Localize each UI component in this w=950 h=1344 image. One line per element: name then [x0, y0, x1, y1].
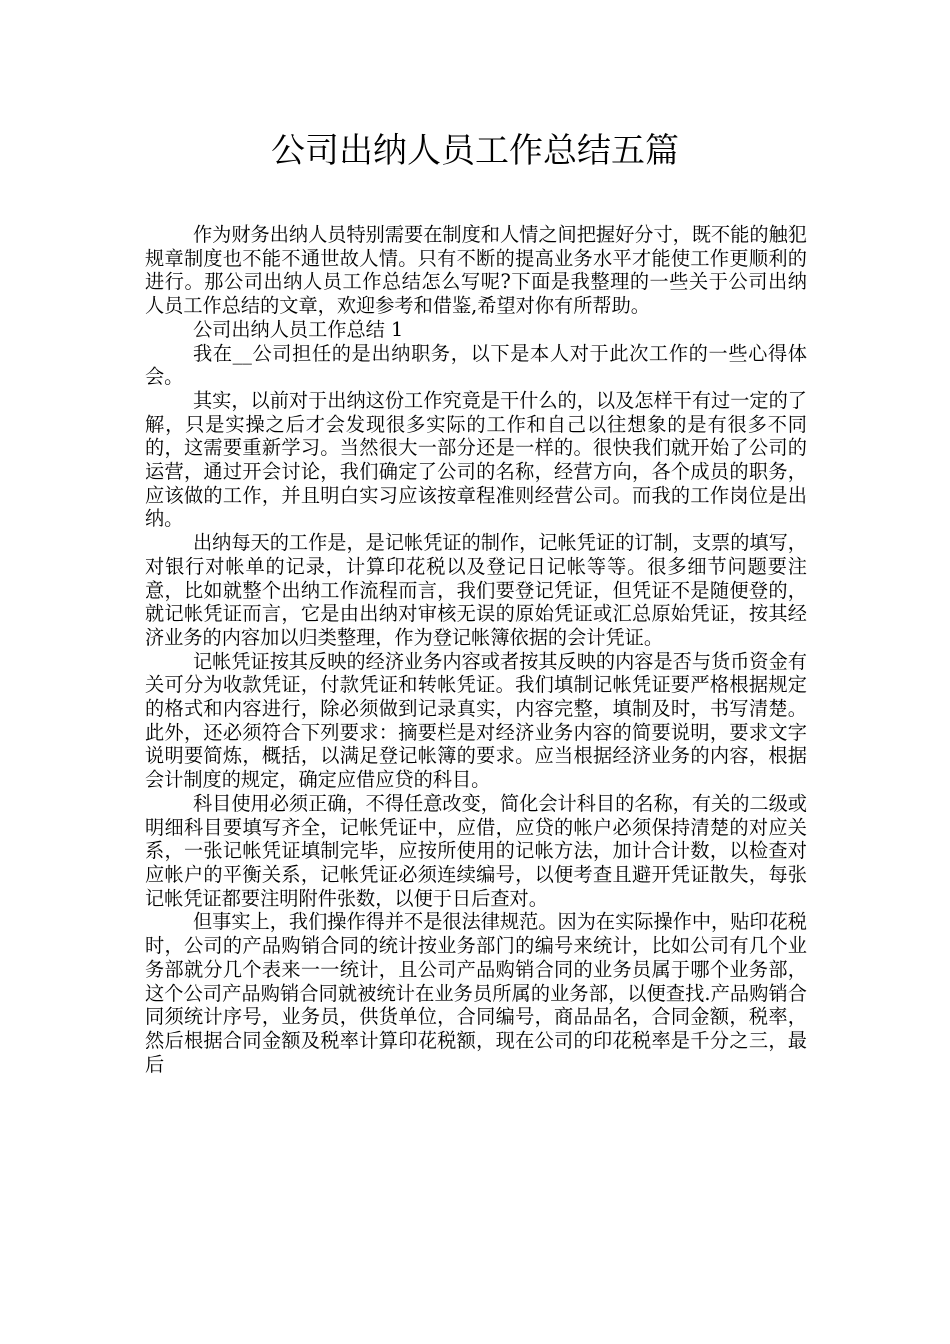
paragraph: 我在__公司担任的是出纳职务，以下是本人对于此次工作的一些心得体会。 [145, 341, 807, 389]
paragraph: 科目使用必须正确，不得任意改变，简化会计科目的名称，有关的二级或明细科目要填写齐全，记帐凭证中，应借，应贷的帐户必须保持清楚的对应关系，一张记帐凭证填制完毕，应按所使用的记帐方法，加计合计数，以检查对应帐户的平衡关系，记帐凭证必须连续编号，以便考查且避开凭证散失，每张记帐凭证都要注明附件张数，以便于日后查对。 [145, 791, 807, 910]
document-body [145, 223, 807, 1076]
paragraph: 出纳每天的工作是，是记帐凭证的制作，记帐凭证的订制，支票的填写，对银行对帐单的记录，计算印花税以及登记日记帐等等。很多细节问题要注意，比如就整个出纳工作流程而言，我们要登记凭证，但凭证不是随便登的，就记帐凭证而言，它是由出纳对审核无误的原始凭证或汇总原始凭证，按其经济业务的内容加以归类整理，作为登记帐簿依据的会计凭证。 [145, 531, 807, 649]
paragraph: 其实，以前对于出纳这份工作究竟是干什么的，以及怎样干有过一定的了解，只是实操之后才会发现很多实际的工作和自己以往想象的是有很多不同的，这需要重新学习。当然很大一部分还是一样的。很快我们就开始了公司的运营，通过开会讨论，我们确定了公司的名称，经营方向，各个成员的职务，应该做的工作，并且明白实习应该按章程准则经营公司。而我的工作岗位是出纳。 [145, 388, 807, 531]
paragraph: 但事实上，我们操作得并不是很法律规范。因为在实际操作中，贴印花税时，公司的产品购销合同的统计按业务部门的编号来统计，比如公司有几个业务部就分几个表来一一统计，且公司产品购销合同的业务员属于哪个业务部，这个公司产品购销合同就被统计在业务员所属的业务部，以便查找.产品购销合同须统计序号，业务员，供货单位，合同编号，商品品名，合同金额，税率，然后根据合同金额及税率计算印花税额，现在公司的印花税率是千分之三，最后 [145, 910, 807, 1076]
document-title: 公司出纳人员工作总结五篇 [271, 131, 679, 171]
paragraph-intro: 作为财务出纳人员特别需要在制度和人情之间把握好分寸，既不能的触犯规章制度也不能不通世故人情。只有不断的提高业务水平才能使工作更顺利的进行。那公司出纳人员工作总结怎么写呢?下面是我整理的一些关于公司出纳人员工作总结的文章，欢迎参考和借鉴,希望对你有所帮助。 [145, 223, 807, 318]
section-heading: 公司出纳人员工作总结 1 [193, 317, 404, 341]
paragraph: 记帐凭证按其反映的经济业务内容或者按其反映的内容是否与货币资金有关可分为收款凭证，付款凭证和转帐凭证。我们填制记帐凭证要严格根据规定的格式和内容进行，除必须做到记录真实，内容完整，填制及时，书写清楚。此外，还必须符合下列要求：摘要栏是对经济业务内容的简要说明，要求文字说明要简炼，概括，以满足登记帐簿的要求。应当根据经济业务的内容，根据会计制度的规定，确定应借应贷的科目。 [145, 649, 807, 792]
